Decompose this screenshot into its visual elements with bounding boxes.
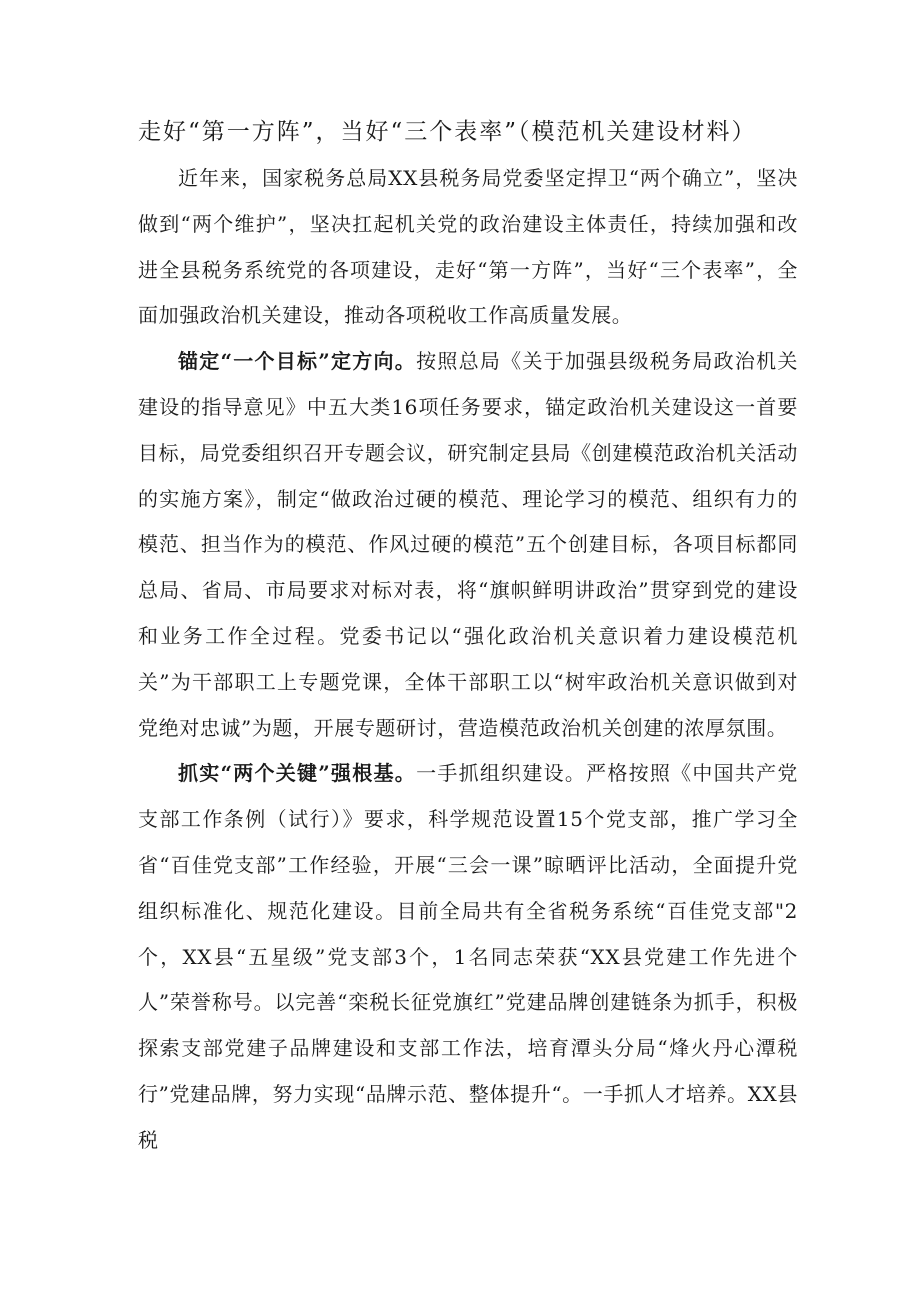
paragraph-lead-heading: 抓实“两个关键”强根基。 — [178, 761, 417, 786]
document-body — [138, 156, 798, 1164]
paragraph-text: 按照总局《关于加强县级税务局政治机关建设的指导意见》中五大类16项任务要求，锚定政治机关建设这一首要目标，局党委组织召开专题会议，研究制定县局《创建模范政治机关活动的实施方案》，制定“做政治过硬的模范、理论学习的模范、组织有力的模范、担当作为的模范、作风过硬的模范”五个创建目标，各项目标都同总局、省局、市局要求对标对表，将“旗帜鲜明讲政治”贯穿到党的建设和业务工作全过程。党委书记以“强化政治机关意识着力建设模范机关”为干部职工上专题党课，全体干部职工以“树牢政治机关意识做到对党绝对忠诚”为题，开展专题研讨，营造模范政治机关创建的浓厚氛围。 — [138, 349, 798, 740]
paragraph-one-goal — [138, 339, 798, 751]
paragraph-intro — [138, 156, 798, 339]
paragraph-text: 近年来，国家税务总局XX县税务局党委坚定捍卫“两个确立”，坚决做到“两个维护”，坚决扛起机关党的政治建设主体责任，持续加强和改进全县税务系统党的各项建设，走好“第一方阵”，当好“三个表率”，全面加强政治机关建设，推动各项税收工作高质量发展。 — [138, 166, 798, 328]
paragraph-text: 一手抓组织建设。严格按照《中国共产党支部工作条例（试行）》要求，科学规范设置15个党支部，推广学习全省“百佳党支部”工作经验，开展“三会一课”晾晒评比活动，全面提升党组织标准化、规范化建设。目前全局共有全省税务系统“百佳党支部"2个，XX县“五星级”党支部3个，1名同志荣获“XX县党建工作先进个人”荣誉称号。以完善“栾税长征党旗红”党建品牌创建链条为抓手，积极探索支部党建子品牌建设和支部工作法，培育潭头分局“烽火丹心潭税行”党建品牌，努力实现“品牌示范、整体提升“。一手抓人才培养。XX县税 — [138, 761, 798, 1152]
paragraph-lead-heading: 锚定“一个目标”定方向。 — [178, 349, 417, 374]
document-title: 走好“第一方阵”，当好“三个表率”（模范机关建设材料） — [138, 119, 757, 145]
paragraph-two-keys — [138, 751, 798, 1163]
